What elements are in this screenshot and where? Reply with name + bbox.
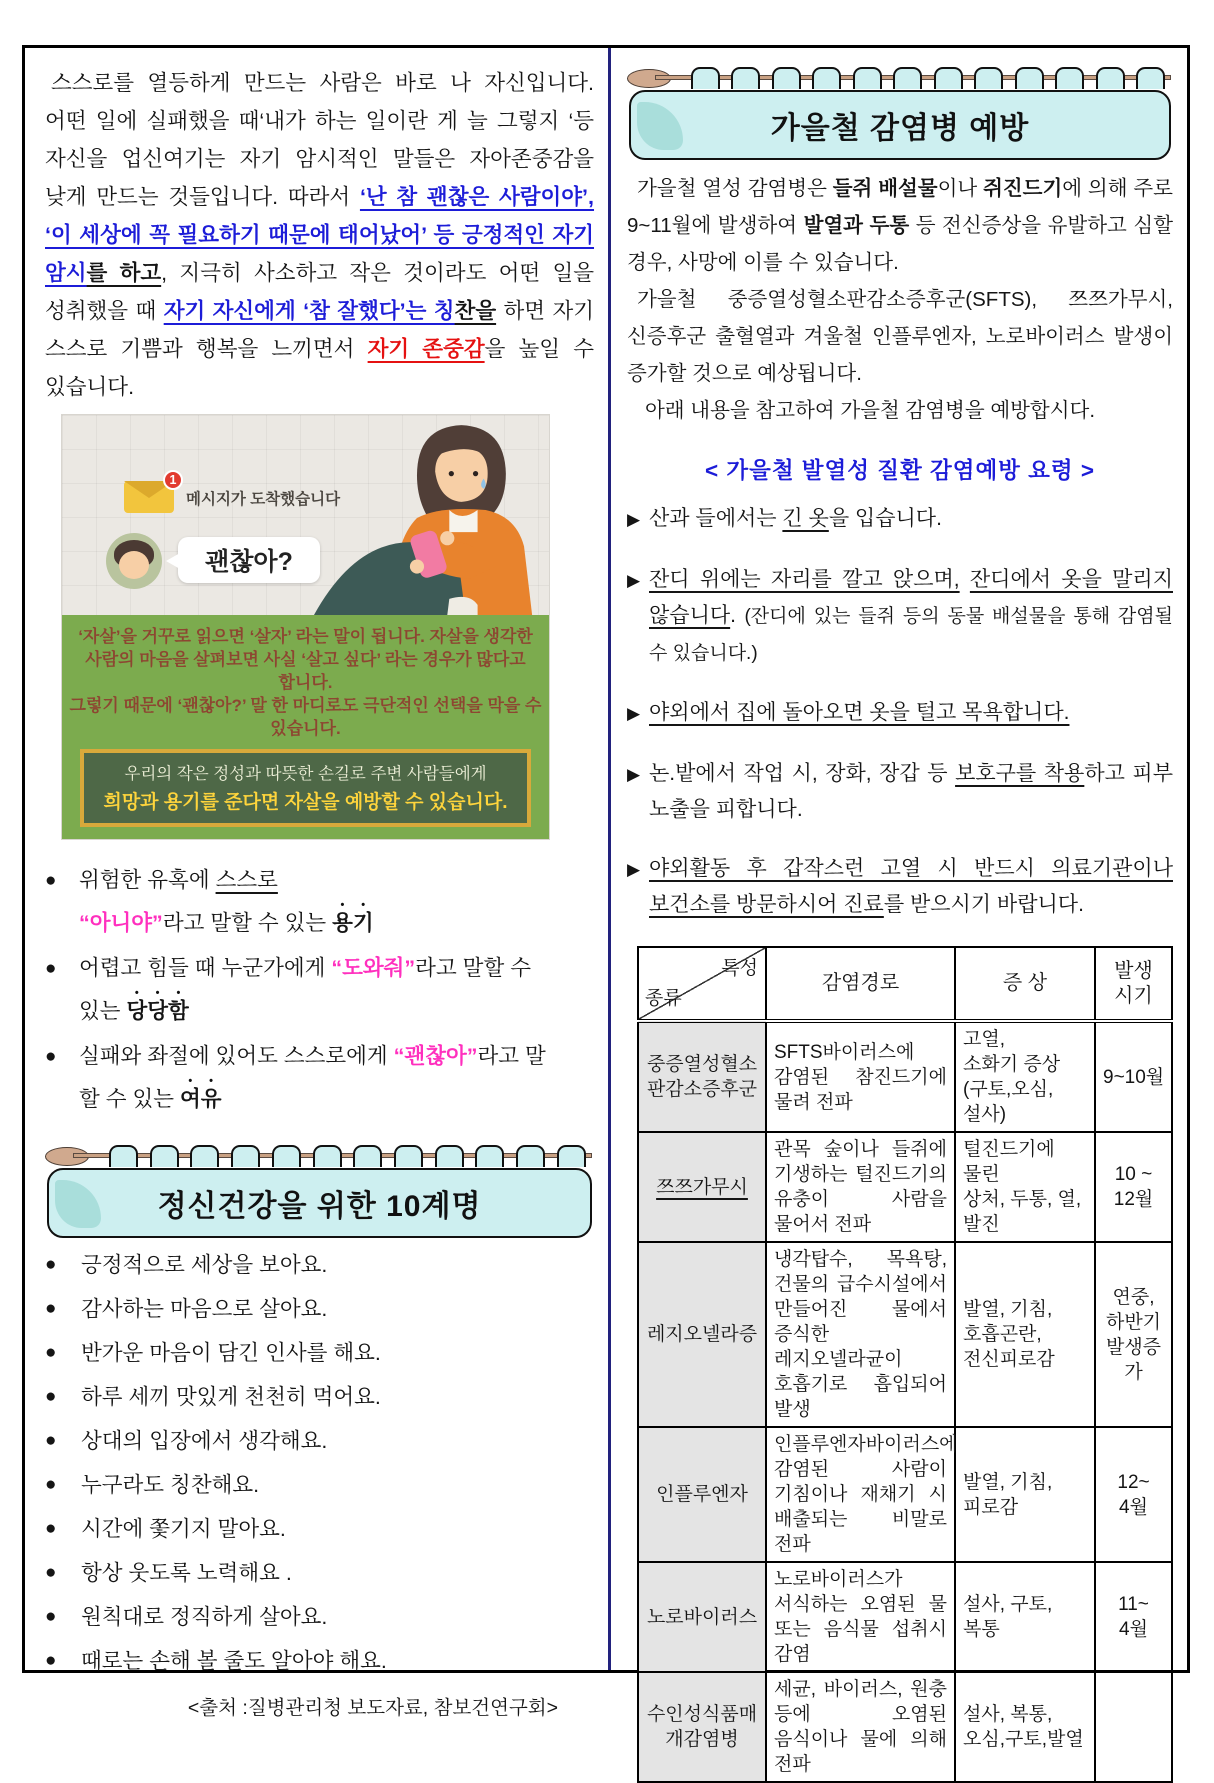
commandment-text: 하루 세끼 맛있게 천천히 먹어요. — [81, 1385, 381, 1409]
commandment-item — [45, 1516, 594, 1542]
bullet-icon: ● — [45, 1046, 57, 1067]
banner-decoration — [627, 66, 1173, 90]
table-row — [638, 1562, 1172, 1672]
bullet-icon: ● — [45, 1650, 57, 1671]
commandment-item — [45, 1252, 594, 1278]
commandment-text: 때로는 손해 볼 줄도 알아야 해요. — [81, 1649, 387, 1673]
commandment-item — [45, 1560, 594, 1586]
commandment-item — [45, 1472, 594, 1498]
tip-item — [627, 756, 1173, 828]
bullet-text: 위험한 유혹에 스스로 “아니야”라고 말할 수 있는 용기 — [79, 868, 374, 935]
corner-label-type: 종류 — [645, 988, 682, 1009]
table-row — [638, 1427, 1172, 1562]
commandment-item — [45, 1340, 594, 1366]
banner-mental-health — [45, 1144, 594, 1238]
infection-paragraph-2: 가을철 중증열성혈소판감소증후군(SFTS), 쯔쯔가무시, 신증후군 출혈열과 겨울철 인플루엔자, 노로바이러스 발생이 증가할 것으로 예상됩니다. — [627, 288, 1173, 385]
header-route: 감염경로 — [766, 947, 955, 1021]
bullet-icon: ● — [45, 1298, 57, 1319]
infection-route-cell: 관목 숲이나 들쥐에 기생하는 털진드기의 유충이 사람을 물어서 전파 — [766, 1132, 955, 1242]
tip-text: 야외활동 후 갑작스런 고열 시 반드시 의료기관이나 보건소를 방문하시어 진료를 받으시기 바랍니다. — [649, 857, 1173, 916]
notification-badge: 1 — [163, 470, 183, 490]
bullet-item — [45, 862, 594, 942]
banner-box — [47, 1168, 592, 1238]
tip-item — [627, 695, 1173, 733]
infection-route-cell: 세균, 바이러스, 원충 등에 오염된 음식이나 물에 의해 전파 — [766, 1672, 955, 1782]
commandment-text: 시간에 쫓기지 말아요. — [81, 1517, 286, 1541]
table-header-row — [638, 947, 1172, 1021]
table-row — [638, 1672, 1172, 1782]
courage-bullet-list — [45, 862, 594, 1118]
commandment-text: 상대의 입장에서 생각해요. — [81, 1429, 328, 1453]
banner-box — [629, 90, 1171, 160]
infection-paragraph-1: 가을철 열성 감염병은 들쥐 배설물이나 쥐진드기에 의해 주로 9~11월에 발생하여 발열과 두통 등 전신증상을 유발하고 심할 경우, 사망에 이를 수 있습니다. — [627, 177, 1173, 274]
avatar-face — [119, 551, 149, 579]
commandment-item — [45, 1384, 594, 1410]
bullet-icon: ● — [45, 1386, 57, 1407]
header-symptom: 증 상 — [955, 947, 1095, 1021]
envelope-icon — [124, 473, 177, 513]
arrow-marker-icon: ▶ — [627, 571, 641, 590]
table-row — [638, 1132, 1172, 1242]
commandment-item — [45, 1428, 594, 1454]
tip-text: 야외에서 집에 돌아오면 옷을 털고 목욕합니다. — [649, 701, 1070, 724]
bullet-text: 어렵고 힘들 때 누군가에게 “도와줘”라고 말할 수 있는 당당함 — [79, 956, 531, 1023]
illustration-art-area — [62, 415, 549, 615]
symptom-cell: 설사, 복통, 오심,구토,발열 — [955, 1672, 1095, 1782]
tip-item — [627, 851, 1173, 923]
bullet-item — [45, 950, 594, 1030]
message-notification-text: 메시지가 도착했습니다 — [186, 491, 341, 508]
arrow-marker-icon: ▶ — [627, 860, 641, 879]
bullet-icon: ● — [45, 1562, 57, 1583]
green-message-band — [62, 615, 549, 839]
bullet-icon: ● — [45, 1430, 57, 1451]
disease-name-cell: 중증열성혈소 판감소증후군 — [638, 1021, 766, 1132]
bullet-item — [45, 1038, 594, 1118]
commandment-item — [45, 1604, 594, 1630]
commandment-text: 누구라도 칭찬해요. — [81, 1473, 260, 1497]
period-cell — [1095, 1672, 1172, 1782]
table-row — [638, 1021, 1172, 1132]
banner-title: 가을철 감염병 예방 — [770, 112, 1030, 145]
arrow-marker-icon: ▶ — [627, 510, 641, 529]
symptom-cell: 고열, 소화기 증상 (구토,오심,설사) — [955, 1021, 1095, 1132]
tip-text: 산과 들에서는 긴 옷을 입습니다. — [649, 507, 942, 530]
bullet-icon: ● — [45, 1518, 57, 1539]
commandment-item — [45, 1648, 594, 1674]
disease-name-cell: 수인성식품매 개감염병 — [638, 1672, 766, 1782]
bullet-text: 실패와 좌절에 있어도 스스로에게 “괜찮아”라고 말 할 수 있는 여유 — [79, 1044, 546, 1111]
infection-table — [637, 946, 1173, 1783]
commandment-text: 원칙대로 정직하게 살아요. — [81, 1605, 328, 1629]
period-cell: 12~ 4월 — [1095, 1427, 1172, 1562]
corner-label-characteristic: 특성 — [721, 958, 758, 979]
period-cell: 11~ 4월 — [1095, 1562, 1172, 1672]
source-citation: <출처 :질병관리청 보도자료, 참보건연구회> — [187, 1697, 559, 1719]
speech-bubble: 괜찮아? — [178, 537, 320, 583]
commandment-text: 감사하는 마음으로 살아요. — [81, 1297, 328, 1321]
infection-route-cell: 노로바이러스가 서식하는 오염된 물 또는 음식물 섭취시 감염 — [766, 1562, 955, 1672]
bullet-icon: ● — [45, 1342, 57, 1363]
tip-item — [627, 501, 1173, 539]
bullet-icon: ● — [45, 1606, 57, 1627]
table-body — [638, 1021, 1172, 1782]
symptom-cell: 발열, 기침, 호흡곤란, 전신피로감 — [955, 1242, 1095, 1427]
commandment-item — [45, 1296, 594, 1322]
bullet-icon: ● — [45, 958, 57, 979]
suicide-reverse-message: ‘자살’을 거꾸로 읽으면 ‘살자’ 라는 말이 됩니다. 자살을 생각한 사람의 마음을 살펴보면 사실 ‘살고 싶다’ 라는 경우가 많다고 합니다. 그렇기 때문에 ‘괜찮아?’ 말 한 마디로도 극단적인 선택을 막을 수 있습니다. — [69, 627, 542, 738]
commandment-text: 반가운 마음이 담긴 인사를 해요. — [81, 1341, 381, 1365]
friend-avatar — [106, 533, 162, 589]
period-cell: 연중, 하반기 발생증 가 — [1095, 1242, 1172, 1427]
tip-text: 잔디 위에는 자리를 깔고 앉으며, 잔디에서 옷을 말리지 않습니다. (잔디에 있는 들쥐 등의 동물 배설물을 통해 감염될 수 있습니다.) — [649, 568, 1173, 664]
left-column — [25, 48, 608, 1719]
banner-scallops — [691, 67, 1165, 89]
prevention-tips-heading: < 가을철 발열성 질환 감염예방 요령 > — [704, 458, 1096, 483]
bullet-icon: ● — [45, 1474, 57, 1495]
infection-route-cell: 인플루엔자바이러스에 감염된 사람이 기침이나 재채기 시 배출되는 비말로 전파 — [766, 1427, 955, 1562]
self-esteem-paragraph: 스스로를 열등하게 만드는 사람은 바로 나 자신입니다. 어떤 일에 실패했을 때‘내가 하는 일이란 게 늘 그렇지 ‘등 자신을 업신여기는 자기 암시적인 말들은 자아존중감을 낮게 만드는 것들입니다. 따라서 ‘난 참 괜찮은 사람이야’, ‘이 세상에 꼭 필요하기 때문에 태어났어’ 등 긍정적인 자기 암시를 하고, 지극히 사소하고 작은 것이라도 어떤 일을 성취했을 때 자기 자신에게 ‘참 잘했다’는 칭찬을 하면 자기 스스로 기쁨과 행복을 느끼면서 자기 존중감을 높일 수 있습니다. — [45, 71, 595, 399]
symptom-cell: 설사, 구토, 복통 — [955, 1562, 1095, 1672]
tip-item — [627, 562, 1173, 672]
disease-name-cell: 노로바이러스 — [638, 1562, 766, 1672]
arrow-marker-icon: ▶ — [627, 704, 641, 723]
header-period: 발생 시기 — [1095, 947, 1172, 1021]
symptom-cell: 발열, 기침, 피로감 — [955, 1427, 1095, 1562]
banner-autumn-infection — [627, 66, 1173, 160]
ten-commandments-list — [45, 1252, 594, 1674]
table-row — [638, 1242, 1172, 1427]
bullet-icon: ● — [45, 870, 57, 891]
banner-scallops — [109, 1145, 586, 1167]
page-frame — [22, 45, 1190, 1775]
period-cell: 10 ~ 12월 — [1095, 1132, 1172, 1242]
infection-route-cell: SFTS바이러스에 감염된 참진드기에 물려 전파 — [766, 1021, 955, 1132]
woman-with-phone-illustration — [285, 413, 553, 615]
table-corner-cell — [638, 947, 766, 1021]
infection-paragraph-3: 아래 내용을 참고하여 가을철 감염병을 예방합시다. — [645, 399, 1096, 422]
disease-name-cell: 쯔쯔가무시 — [638, 1132, 766, 1242]
arrow-marker-icon: ▶ — [627, 765, 641, 784]
hope-line-2: 희망과 용기를 준다면 자살을 예방할 수 있습니다. — [103, 792, 508, 813]
hope-line-1: 우리의 작은 정성과 따뜻한 손길로 주변 사람들에게 — [124, 765, 487, 783]
disease-name-cell: 인플루엔자 — [638, 1427, 766, 1562]
commandment-text: 항상 웃도록 노력해요 . — [81, 1561, 292, 1585]
prevention-tips-list — [627, 501, 1173, 923]
hope-message-box — [80, 749, 531, 827]
infection-intro — [627, 170, 1173, 429]
disease-name-cell: 레지오넬라증 — [638, 1242, 766, 1427]
symptom-cell: 털진드기에 물린 상처, 두통, 열, 발진 — [955, 1132, 1095, 1242]
tip-text: 논.밭에서 작업 시, 장화, 장갑 등 보호구를 착용하고 피부 노출을 피합니다. — [649, 762, 1173, 821]
commandment-text: 긍정적으로 세상을 보아요. — [81, 1253, 328, 1277]
period-cell: 9~10월 — [1095, 1021, 1172, 1132]
infection-route-cell: 냉각탑수, 목욕탕, 건물의 급수시설에서 만들어진 물에서 증식한 레지오넬라균이 호흡기로 흡입되어 발생 — [766, 1242, 955, 1427]
bullet-icon: ● — [45, 1254, 57, 1275]
banner-title: 정신건강을 위한 10계명 — [157, 1190, 482, 1223]
banner-decoration — [45, 1144, 594, 1168]
suicide-prevention-illustration — [61, 414, 550, 840]
right-column — [611, 48, 1187, 1775]
